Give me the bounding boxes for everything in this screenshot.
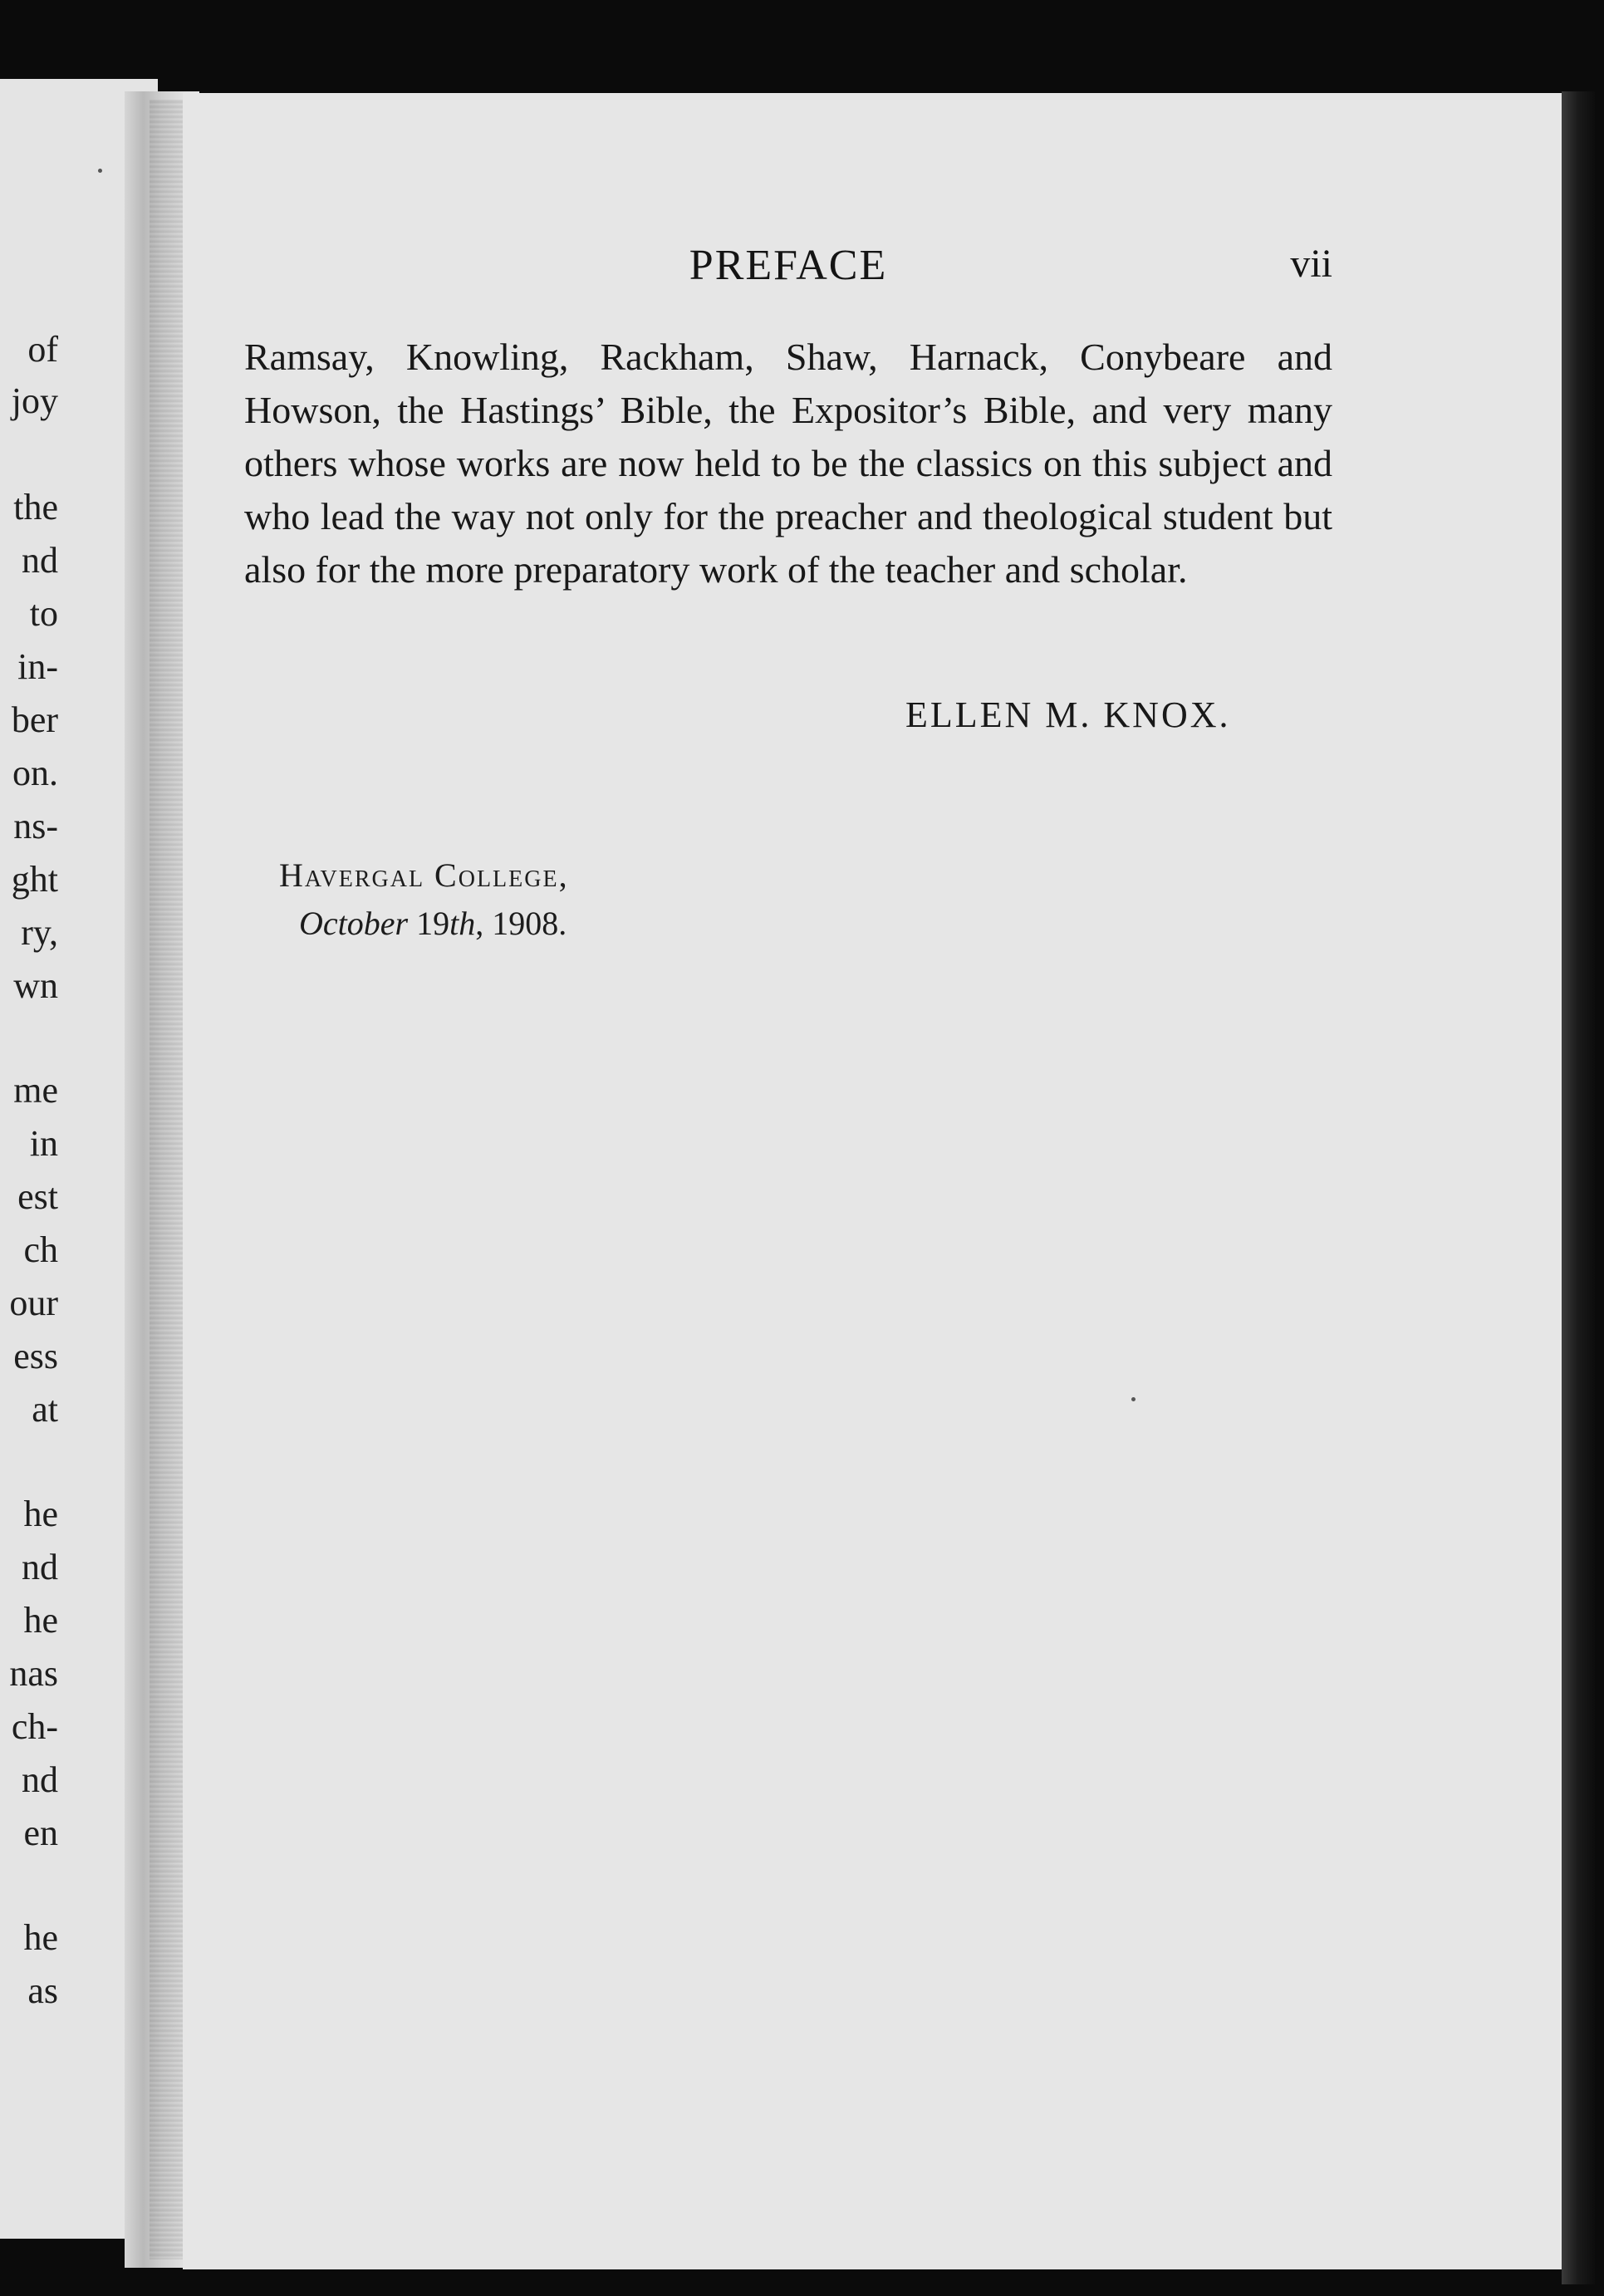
date-month: October <box>299 905 409 942</box>
left-fragment: ns- <box>13 806 58 846</box>
left-fragment: ess <box>13 1336 58 1376</box>
left-fragment: est <box>17 1176 58 1217</box>
gutter-page-edges <box>150 100 183 2259</box>
place-line: Havergal College, <box>279 856 569 894</box>
paper-speck <box>98 169 102 173</box>
left-fragment: the <box>13 487 58 527</box>
left-fragment: in <box>29 1123 58 1164</box>
date-line <box>299 904 567 943</box>
left-fragment: ch- <box>11 1706 58 1747</box>
left-fragment: as <box>27 1970 58 2011</box>
date-day-number: 19 <box>416 905 450 942</box>
page-number: vii <box>1290 242 1332 286</box>
date-day-suffix: th <box>449 905 476 942</box>
left-fragment: ber <box>11 699 58 740</box>
author-signature: ELLEN M. KNOX. <box>905 694 1231 735</box>
left-fragment: he <box>23 1494 58 1534</box>
left-fragment: wn <box>13 965 58 1006</box>
left-fragment: nd <box>22 540 58 581</box>
left-fragment: nas <box>9 1653 58 1694</box>
left-fragment: of <box>27 329 58 370</box>
left-fragment: ch <box>23 1229 58 1270</box>
left-fragment: on. <box>12 753 58 793</box>
left-fragment: he <box>23 1917 58 1958</box>
preface-paragraph: Ramsay, Knowling, Rackham, Shaw, Harnack, Conybeare and Howson, the Hastings’ Bible, the Expositor’s Bible, and very many others whose works are now held to be the classics on this subject and who lead the way not only for the preacher and theological student but also for the more preparatory work of the teacher and scholar. <box>244 336 1332 591</box>
left-fragment: our <box>9 1283 58 1323</box>
left-fragment: ry, <box>21 912 58 953</box>
date-year: , 1908. <box>475 905 567 942</box>
left-fragment: to <box>29 593 58 634</box>
left-fragment: ght <box>11 859 58 900</box>
left-fragment: he <box>23 1600 58 1641</box>
page-title: PREFACE <box>689 242 888 289</box>
left-fragment: en <box>23 1813 58 1853</box>
left-fragment: nd <box>22 1759 58 1800</box>
left-fragment: joy <box>11 380 58 421</box>
left-fragment: at <box>32 1389 58 1430</box>
running-header <box>244 241 1332 299</box>
paper-speck <box>1131 1397 1136 1401</box>
left-fragment: in- <box>17 646 58 687</box>
left-fragment: me <box>13 1070 58 1111</box>
left-fragment: nd <box>22 1547 58 1587</box>
book-edge-shadow <box>1562 91 1595 2284</box>
